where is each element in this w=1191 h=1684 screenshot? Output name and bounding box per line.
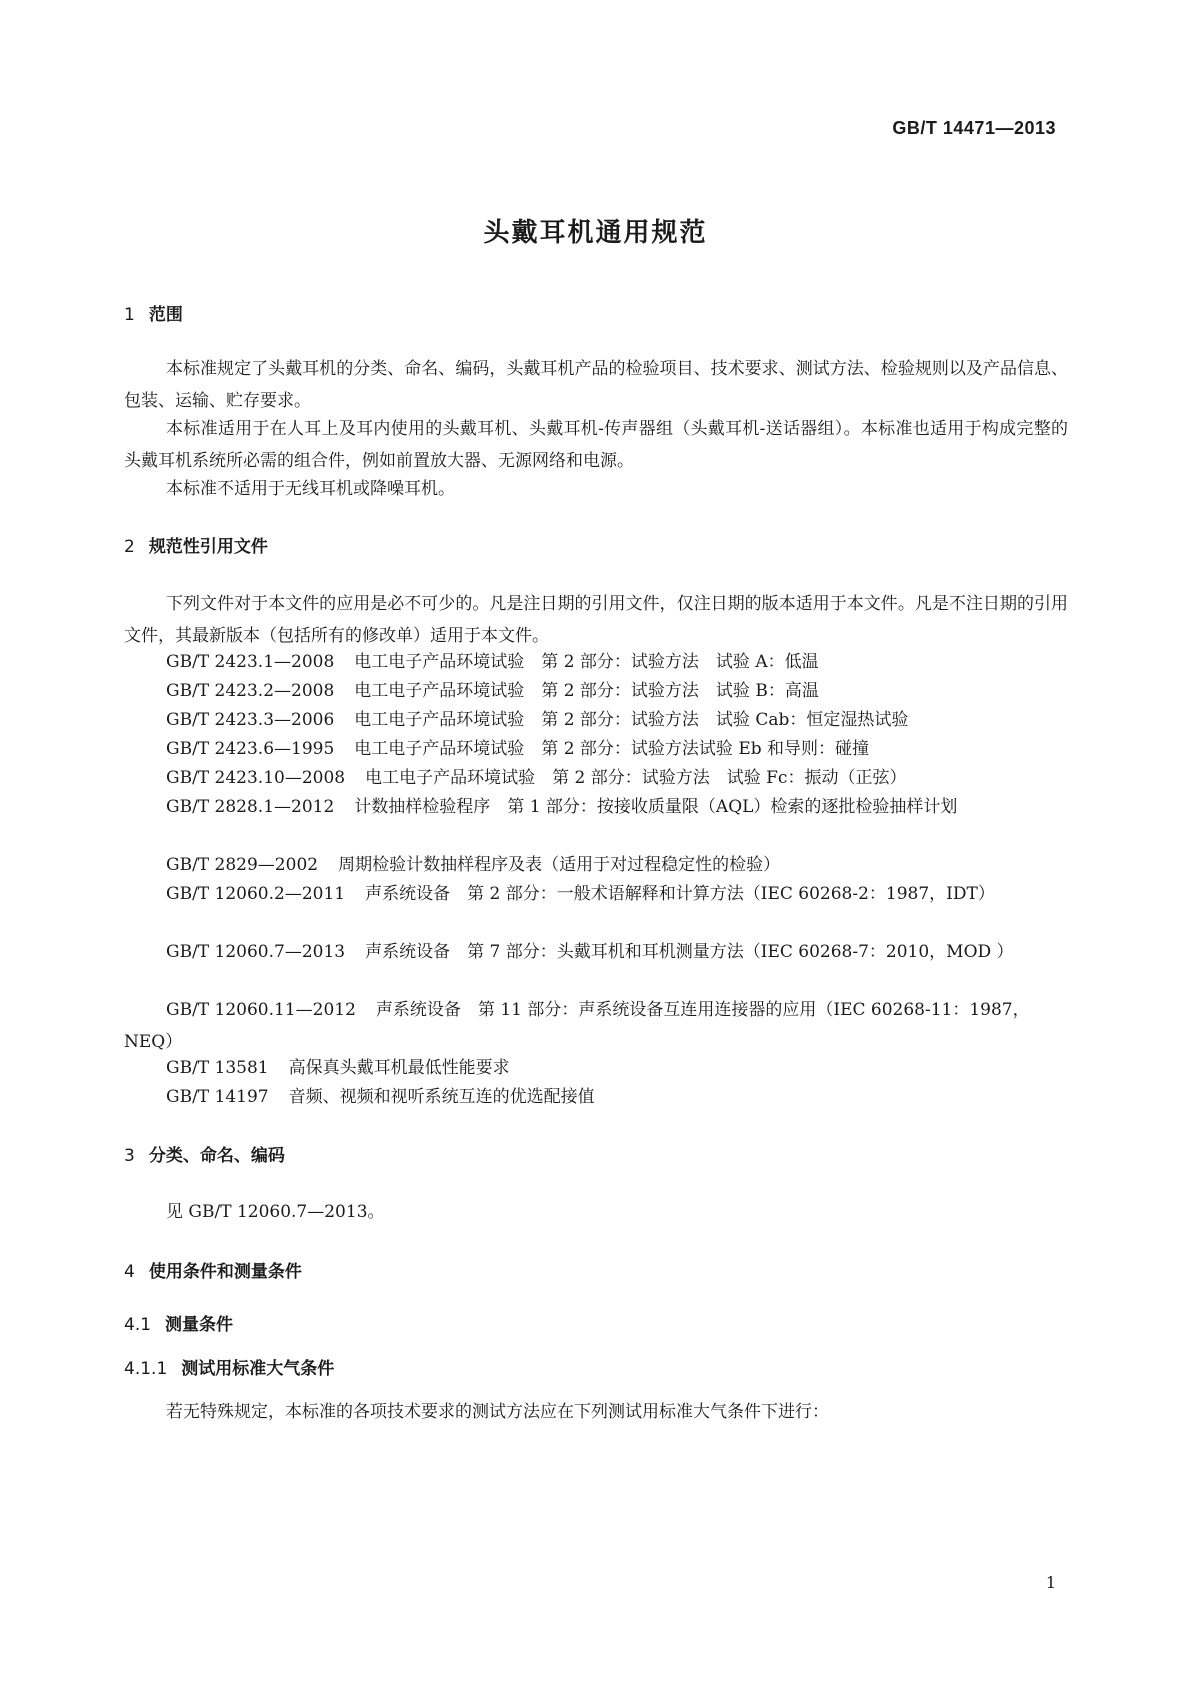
reference-title: 电工电子产品环境试验 第 2 部分：试验方法 试验 Cab：恒定湿热试验 xyxy=(354,710,909,730)
reference-code: GB/T 12060.11—2012 xyxy=(166,1000,356,1020)
reference-item xyxy=(124,849,1068,881)
page-number: 1 xyxy=(1045,1573,1056,1592)
section-3-heading xyxy=(124,1141,285,1166)
paragraph: 若无特殊规定，本标准的各项技术要求的测试方法应在下列测试用标准大气条件下进行： xyxy=(166,1402,829,1422)
reference-code: GB/T 2423.1—2008 xyxy=(166,652,335,672)
reference-item xyxy=(124,646,1068,678)
reference-code: GB/T 2828.1—2012 xyxy=(166,797,335,817)
section-2-heading xyxy=(124,532,268,557)
section-number: 4 xyxy=(124,1262,135,1282)
section-title: 规范性引用文件 xyxy=(148,537,268,557)
reference-code: GB/T 12060.7—2013 xyxy=(166,942,346,962)
reference-item xyxy=(124,936,1068,968)
reference-code: GB/T 14197 xyxy=(166,1087,269,1107)
reference-title: 电工电子产品环境试验 第 2 部分：试验方法 试验 Fc：振动（正弦） xyxy=(365,768,907,788)
section-1-heading xyxy=(124,300,183,325)
reference-item xyxy=(124,762,1068,794)
paragraph: 见 GB/T 12060.7—2013。 xyxy=(166,1202,385,1222)
section-number: 4.1.1 xyxy=(124,1359,168,1379)
reference-code: GB/T 2829—2002 xyxy=(166,855,319,875)
standard-code: GB/T 14471—2013 xyxy=(892,118,1056,138)
section-title: 测试用标准大气条件 xyxy=(181,1359,335,1379)
reference-code: GB/T 2423.10—2008 xyxy=(166,768,346,788)
reference-title: 高保真头戴耳机最低性能要求 xyxy=(288,1058,510,1078)
reference-item xyxy=(124,1052,1068,1084)
reference-code: GB/T 2423.2—2008 xyxy=(166,681,335,701)
section-title: 使用条件和测量条件 xyxy=(148,1262,302,1282)
document-title: 头戴耳机通用规范 xyxy=(483,218,708,248)
reference-title: 电工电子产品环境试验 第 2 部分：试验方法 试验 A：低温 xyxy=(354,652,819,672)
reference-code: GB/T 12060.2—2011 xyxy=(166,884,346,904)
section-4-1-1-heading xyxy=(124,1354,334,1379)
reference-item xyxy=(124,675,1068,707)
paragraph: 本标准不适用于无线耳机或降噪耳机。 xyxy=(166,479,455,499)
section-4-heading xyxy=(124,1257,302,1282)
paragraph: 本标准适用于在人耳上及耳内使用的头戴耳机、头戴耳机-传声器组（头戴耳机-送话器组）。本标准也适用于构成完整的头戴耳机系统所必需的组合件，例如前置放大器、无源网络和电源。 xyxy=(124,419,1068,471)
paragraph: 下列文件对于本文件的应用是必不可少的。凡是注日期的引用文件，仅注日期的版本适用于本文件。凡是不注日期的引用文件，其最新版本（包括所有的修改单）适用于本文件。 xyxy=(124,594,1068,646)
reference-title: 声系统设备 第 11 部分：声系统设备互连用连接器的应用（IEC 60268-11：1987，NEQ） xyxy=(124,1000,1030,1052)
reference-code: GB/T 2423.6—1995 xyxy=(166,739,335,759)
reference-title: 电工电子产品环境试验 第 2 部分：试验方法 试验 B：高温 xyxy=(354,681,819,701)
reference-title: 电工电子产品环境试验 第 2 部分：试验方法试验 Eb 和导则：碰撞 xyxy=(354,739,870,759)
reference-item xyxy=(124,1081,1068,1113)
reference-title: 音频、视频和视听系统互连的优选配接值 xyxy=(288,1087,595,1107)
section-number: 1 xyxy=(124,305,135,325)
reference-code: GB/T 2423.3—2006 xyxy=(166,710,335,730)
section-number: 3 xyxy=(124,1146,135,1166)
section-number: 2 xyxy=(124,537,135,557)
reference-title: 计数抽样检验程序 第 1 部分：按接收质量限（AQL）检索的逐批检验抽样计划 xyxy=(354,797,958,817)
section-4-1-heading xyxy=(124,1310,233,1335)
paragraph: 本标准规定了头戴耳机的分类、命名、编码，头戴耳机产品的检验项目、技术要求、测试方法、检验规则以及产品信息、包装、运输、贮存要求。 xyxy=(124,359,1068,411)
reference-item xyxy=(124,994,1068,1058)
section-number: 4.1 xyxy=(124,1315,152,1335)
reference-item xyxy=(124,733,1068,765)
reference-item xyxy=(124,791,1068,823)
reference-code: GB/T 13581 xyxy=(166,1058,269,1078)
section-title: 范围 xyxy=(148,305,183,325)
reference-item xyxy=(124,704,1068,736)
section-title: 测量条件 xyxy=(165,1315,234,1335)
reference-item xyxy=(124,878,1068,910)
reference-title: 声系统设备 第 2 部分：一般术语解释和计算方法（IEC 60268-2：1987，IDT） xyxy=(365,884,995,904)
reference-title: 声系统设备 第 7 部分：头戴耳机和耳机测量方法（IEC 60268-7：2010，MOD ） xyxy=(365,942,1014,962)
reference-title: 周期检验计数抽样程序及表（适用于对过程稳定性的检验） xyxy=(338,855,781,875)
section-title: 分类、命名、编码 xyxy=(148,1146,285,1166)
